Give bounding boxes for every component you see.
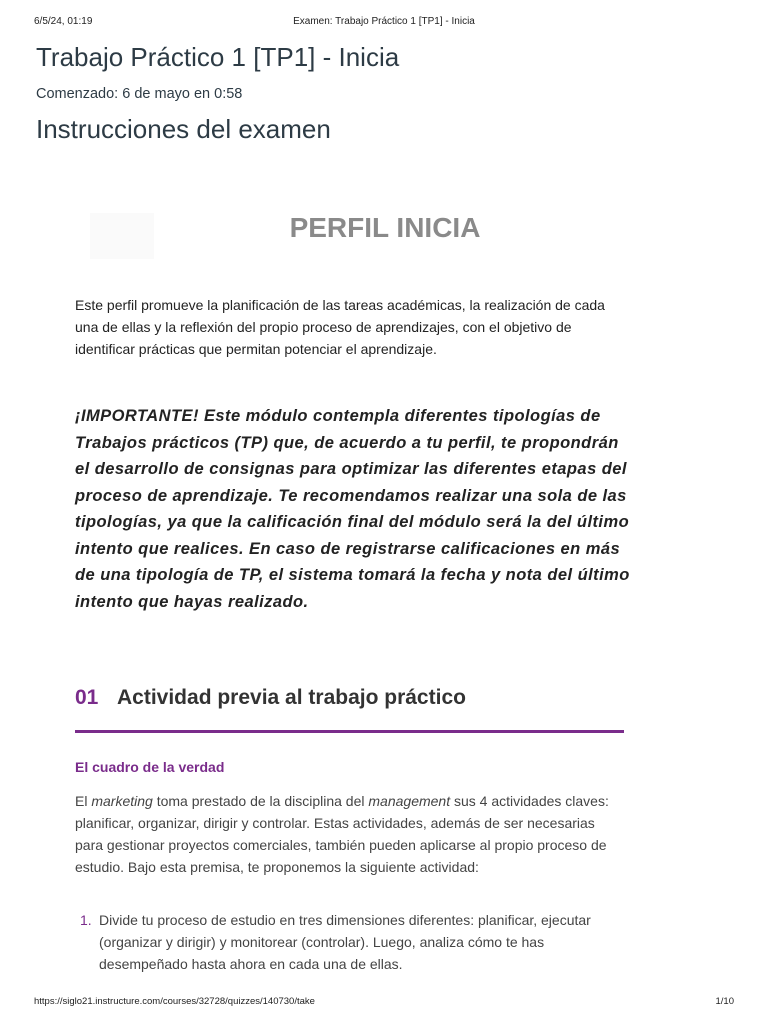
section-number: 01 bbox=[75, 686, 99, 709]
print-page-number: 1/10 bbox=[715, 996, 734, 1007]
started-timestamp: Comenzado: 6 de mayo en 0:58 bbox=[36, 86, 243, 102]
activity-subheading: El cuadro de la verdad bbox=[75, 759, 225, 775]
activity-term-marketing: marketing bbox=[91, 793, 153, 809]
activity-text-end: sus 4 actividades claves: planificar, organizar, dirigir y controlar. Estas actividades, además de ser necesarias para gestionar proyectos comerciales, también pueden aplicarse al propio proceso de estudio. Bajo esta premisa, te proponemos la siguiente actividad: bbox=[75, 793, 609, 875]
print-footer bbox=[34, 996, 734, 1010]
step-text: Divide tu proceso de estudio en tres dimensiones diferentes: planificar, ejecutar (organizar y dirigir) y monitorear (controlar). Luego, analiza cómo te has desempeñado hasta ahora en cada una de ellas. bbox=[99, 912, 591, 972]
print-url: https://siglo21.instructure.com/courses/32728/quizzes/140730/take bbox=[34, 996, 315, 1007]
profile-title: PERFIL INICIA bbox=[289, 212, 481, 243]
print-document-title: Examen: Trabajo Práctico 1 [TP1] - Inicia bbox=[293, 16, 475, 27]
important-notice: ¡IMPORTANTE! Este módulo contempla diferentes tipologías de Trabajos prácticos (TP) que, de acuerdo a tu perfil, te propondrán el desarrollo de consignas para optimizar las diferentes etapas del proceso de aprendizaje. Te recomendamos realizar una sola de las tipologías, ya que la calificación final del módulo será la del último intento que realices. En caso de registrarse calificaciones en más de una tipología de TP, el sistema tomará la fecha y nota del último intento que hayas realizado. bbox=[75, 407, 630, 611]
activity-text-middle: toma prestado de la disciplina del bbox=[152, 793, 369, 809]
activity-text-start: El bbox=[75, 793, 92, 809]
print-header bbox=[34, 16, 734, 32]
profile-description: Este perfil promueve la planificación de las tareas académicas, la realización de cada una de ellas y la reflexión del propio proceso de aprendizajes, con el objetivo de identificar prácticas que permitan potenciar el aprendizaje. bbox=[75, 297, 605, 357]
page-title: Trabajo Práctico 1 [TP1] - Inicia bbox=[36, 42, 400, 72]
activity-steps-list bbox=[75, 909, 620, 975]
print-date: 6/5/24, 01:19 bbox=[34, 16, 93, 27]
section-divider bbox=[75, 730, 624, 733]
activity-term-management: management bbox=[368, 793, 451, 809]
instructions-heading: Instrucciones del examen bbox=[36, 114, 331, 144]
list-item bbox=[75, 909, 620, 975]
section-heading: Actividad previa al trabajo práctico bbox=[117, 686, 466, 709]
step-number: 1. bbox=[80, 912, 92, 928]
activity-description bbox=[75, 790, 620, 878]
